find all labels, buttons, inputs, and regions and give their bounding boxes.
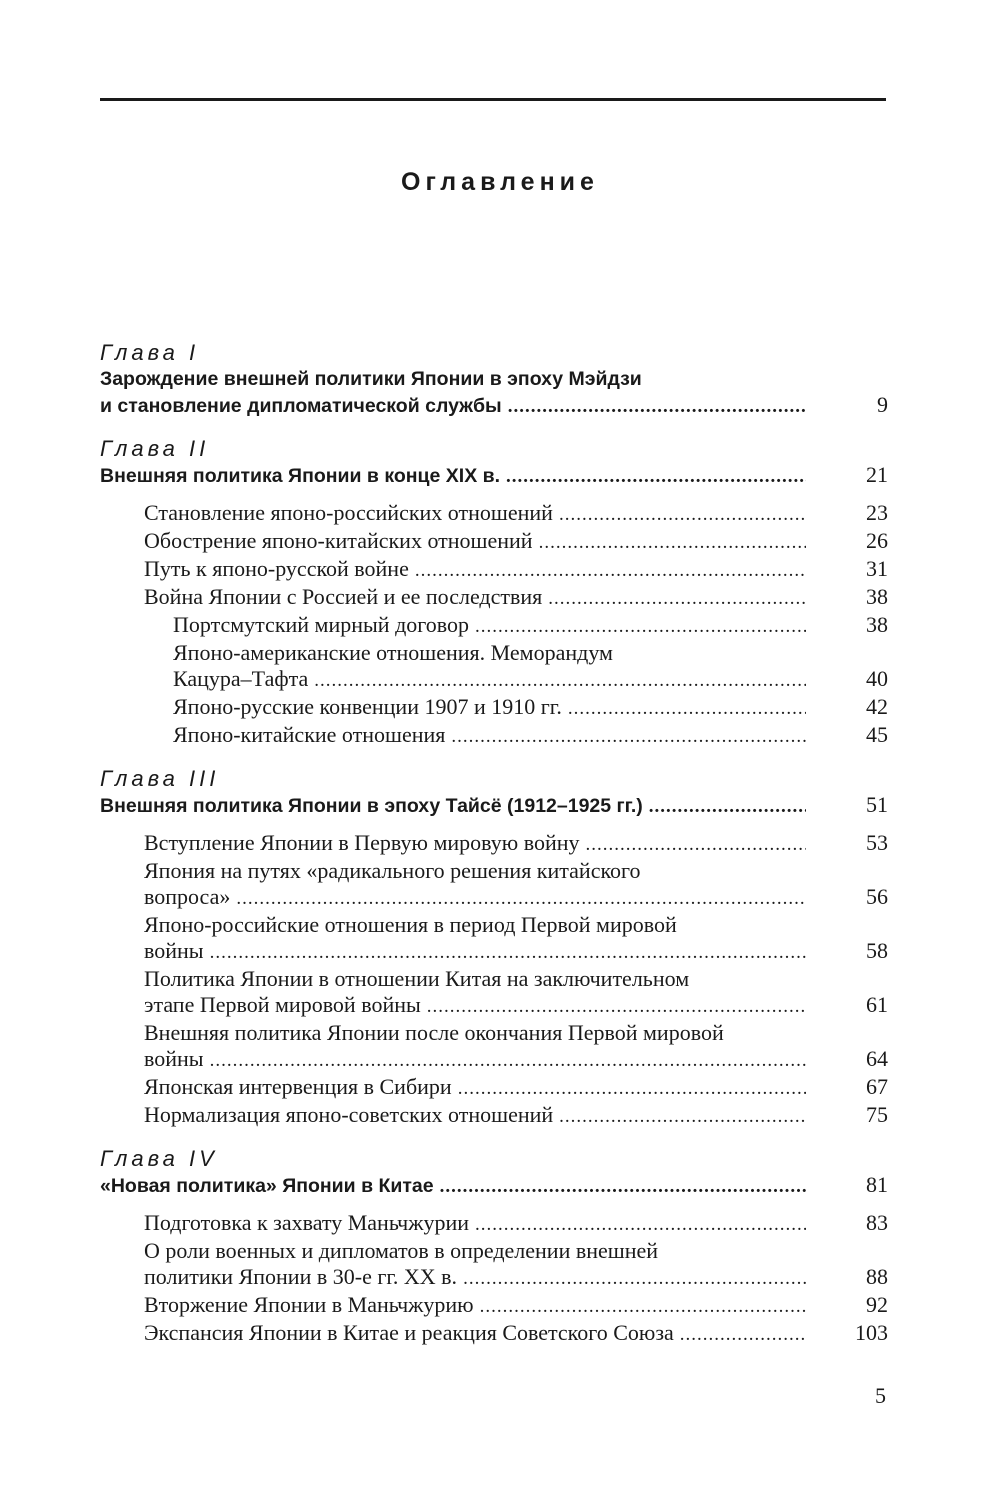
toc-entry[interactable] [100,938,890,966]
page-ref: 38 [866,584,888,609]
section-title: Подготовка к захвату Маньчжурии [144,1210,469,1235]
section-title-line2: политики Японии в 30-е гг. XX в. [144,1264,458,1289]
toc-entry[interactable] [100,1074,890,1102]
toc-entry[interactable] [100,792,890,820]
section-title: Становление японо-российских отношений [144,500,553,525]
toc-entry[interactable] [100,1320,890,1348]
page-ref: 9 [877,392,888,417]
toc-entry[interactable] [100,392,890,420]
page-ref: 31 [866,556,888,581]
chapter-label: Глава IV [100,1146,218,1171]
dot-leader [508,394,806,420]
toc-entry[interactable] [100,584,890,612]
toc-entry[interactable] [100,884,890,912]
dot-leader [210,1048,806,1074]
section-title-line2: войны [144,1046,204,1071]
dot-leader [475,614,806,640]
toc-entry[interactable] [100,462,890,490]
page-ref: 26 [866,528,888,553]
section-title-line2: вопроса» [144,884,231,909]
page-ref: 75 [866,1102,888,1127]
section-title-line1[interactable]: Япония на путях «радикального решения китайского [144,858,641,883]
section-title-line2: этапе Первой мировой войны [144,992,421,1017]
section-title: Вступление Японии в Первую мировую войну [144,830,580,855]
page-ref: 103 [855,1320,888,1345]
dot-leader [236,886,806,912]
chapter-label: Глава II [100,436,210,461]
toc-entry[interactable] [100,500,890,528]
section-title-line1[interactable]: Внешняя политика Японии после окончания Первой мировой [144,1020,724,1045]
page-ref: 61 [866,992,888,1017]
section-title: Обострение японо-китайских отношений [144,528,533,553]
page-ref: 64 [866,1046,888,1071]
dot-leader [548,586,806,612]
dot-leader [415,558,806,584]
section-title: Война Японии с Россией и ее последствия [144,584,543,609]
dot-leader [451,724,806,750]
chapter-title: Внешняя политика Японии в конце XIX в. [100,465,501,487]
toc-entry[interactable] [100,666,890,694]
toc-entry[interactable] [100,830,890,858]
dot-leader [568,696,806,722]
dot-leader [559,1104,806,1130]
toc-entry[interactable] [100,556,890,584]
dot-leader [480,1294,806,1320]
toc-entry[interactable] [100,992,890,1020]
chapter-2 [100,436,890,750]
section-title-line1[interactable]: Политика Японии в отношении Китая на заключительном [144,966,690,991]
toc-entry[interactable] [100,722,890,750]
dot-leader [649,794,806,820]
chapter-title: «Новая политика» Японии в Китае [100,1175,434,1197]
section-title: Нормализация японо-советских отношений [144,1102,554,1127]
chapter-label: Глава I [100,340,200,365]
subsection-title: Японо-китайские отношения [173,722,446,747]
page-ref: 67 [866,1074,888,1099]
toc-entry[interactable] [100,1292,890,1320]
page-ref: 45 [866,722,888,747]
section-title: Путь к японо-русской войне [144,556,409,581]
dot-leader [539,530,806,556]
page-ref: 88 [866,1264,888,1289]
subsection-title-line1[interactable]: Японо-американские отношения. Меморандум [173,640,613,665]
toc-entry[interactable] [100,1264,890,1292]
page-title: Оглавление [401,168,599,196]
page-ref: 42 [866,694,888,719]
page-ref: 58 [866,938,888,963]
toc-entry[interactable] [100,1102,890,1130]
chapter-title-line1[interactable]: Зарождение внешней политики Японии в эпоху Мэйдзи [100,368,642,390]
toc-entry[interactable] [100,528,890,556]
dot-leader [440,1174,806,1200]
subsection-title: Портсмутский мирный договор [173,612,469,637]
dot-leader [458,1076,806,1102]
page-ref: 53 [866,830,888,855]
section-title-line1[interactable]: О роли военных и дипломатов в определении внешней [144,1238,659,1263]
page-ref: 38 [866,612,888,637]
toc-entry[interactable] [100,1172,890,1200]
dot-leader [475,1212,806,1238]
subsection-title: Японо-русские конвенции 1907 и 1910 гг. [173,694,562,719]
page-ref: 23 [866,500,888,525]
toc-entry[interactable] [100,1046,890,1074]
chapter-label: Глава III [100,766,220,791]
chapter-1 [100,340,890,420]
page-ref: 92 [866,1292,888,1317]
dot-leader [210,940,806,966]
subsection-title-line2: Кацура–Тафта [173,666,309,691]
dot-leader [314,668,806,694]
chapter-title: Внешняя политика Японии в эпоху Тайсё (1912–1925 гг.) [100,795,643,817]
page-number: 5 [875,1383,886,1408]
page-ref: 83 [866,1210,888,1235]
dot-leader [506,464,806,490]
page-ref: 21 [866,462,888,487]
section-title: Японская интервенция в Сибири [144,1074,452,1099]
toc-entry[interactable] [100,694,890,722]
page-ref: 81 [866,1172,888,1197]
dot-leader [427,994,806,1020]
page-ref: 56 [866,884,888,909]
section-title-line2: войны [144,938,204,963]
top-rule [100,98,886,101]
chapter-title-line2: и становление дипломатической службы [100,395,502,417]
section-title: Вторжение Японии в Маньчжурию [144,1292,474,1317]
toc-entry[interactable] [100,612,890,640]
dot-leader [680,1322,806,1348]
chapter-4 [100,1146,890,1348]
dot-leader [586,832,806,858]
page-ref: 40 [866,666,888,691]
page-ref: 51 [866,792,888,817]
chapter-3 [100,766,890,1130]
table-of-contents [100,340,890,1348]
dot-leader [463,1266,806,1292]
toc-entry[interactable] [100,1210,890,1238]
section-title: Экспансия Японии в Китае и реакция Советского Союза [144,1320,674,1345]
dot-leader [559,502,806,528]
section-title-line1[interactable]: Японо-российские отношения в период Первой мировой [144,912,677,937]
